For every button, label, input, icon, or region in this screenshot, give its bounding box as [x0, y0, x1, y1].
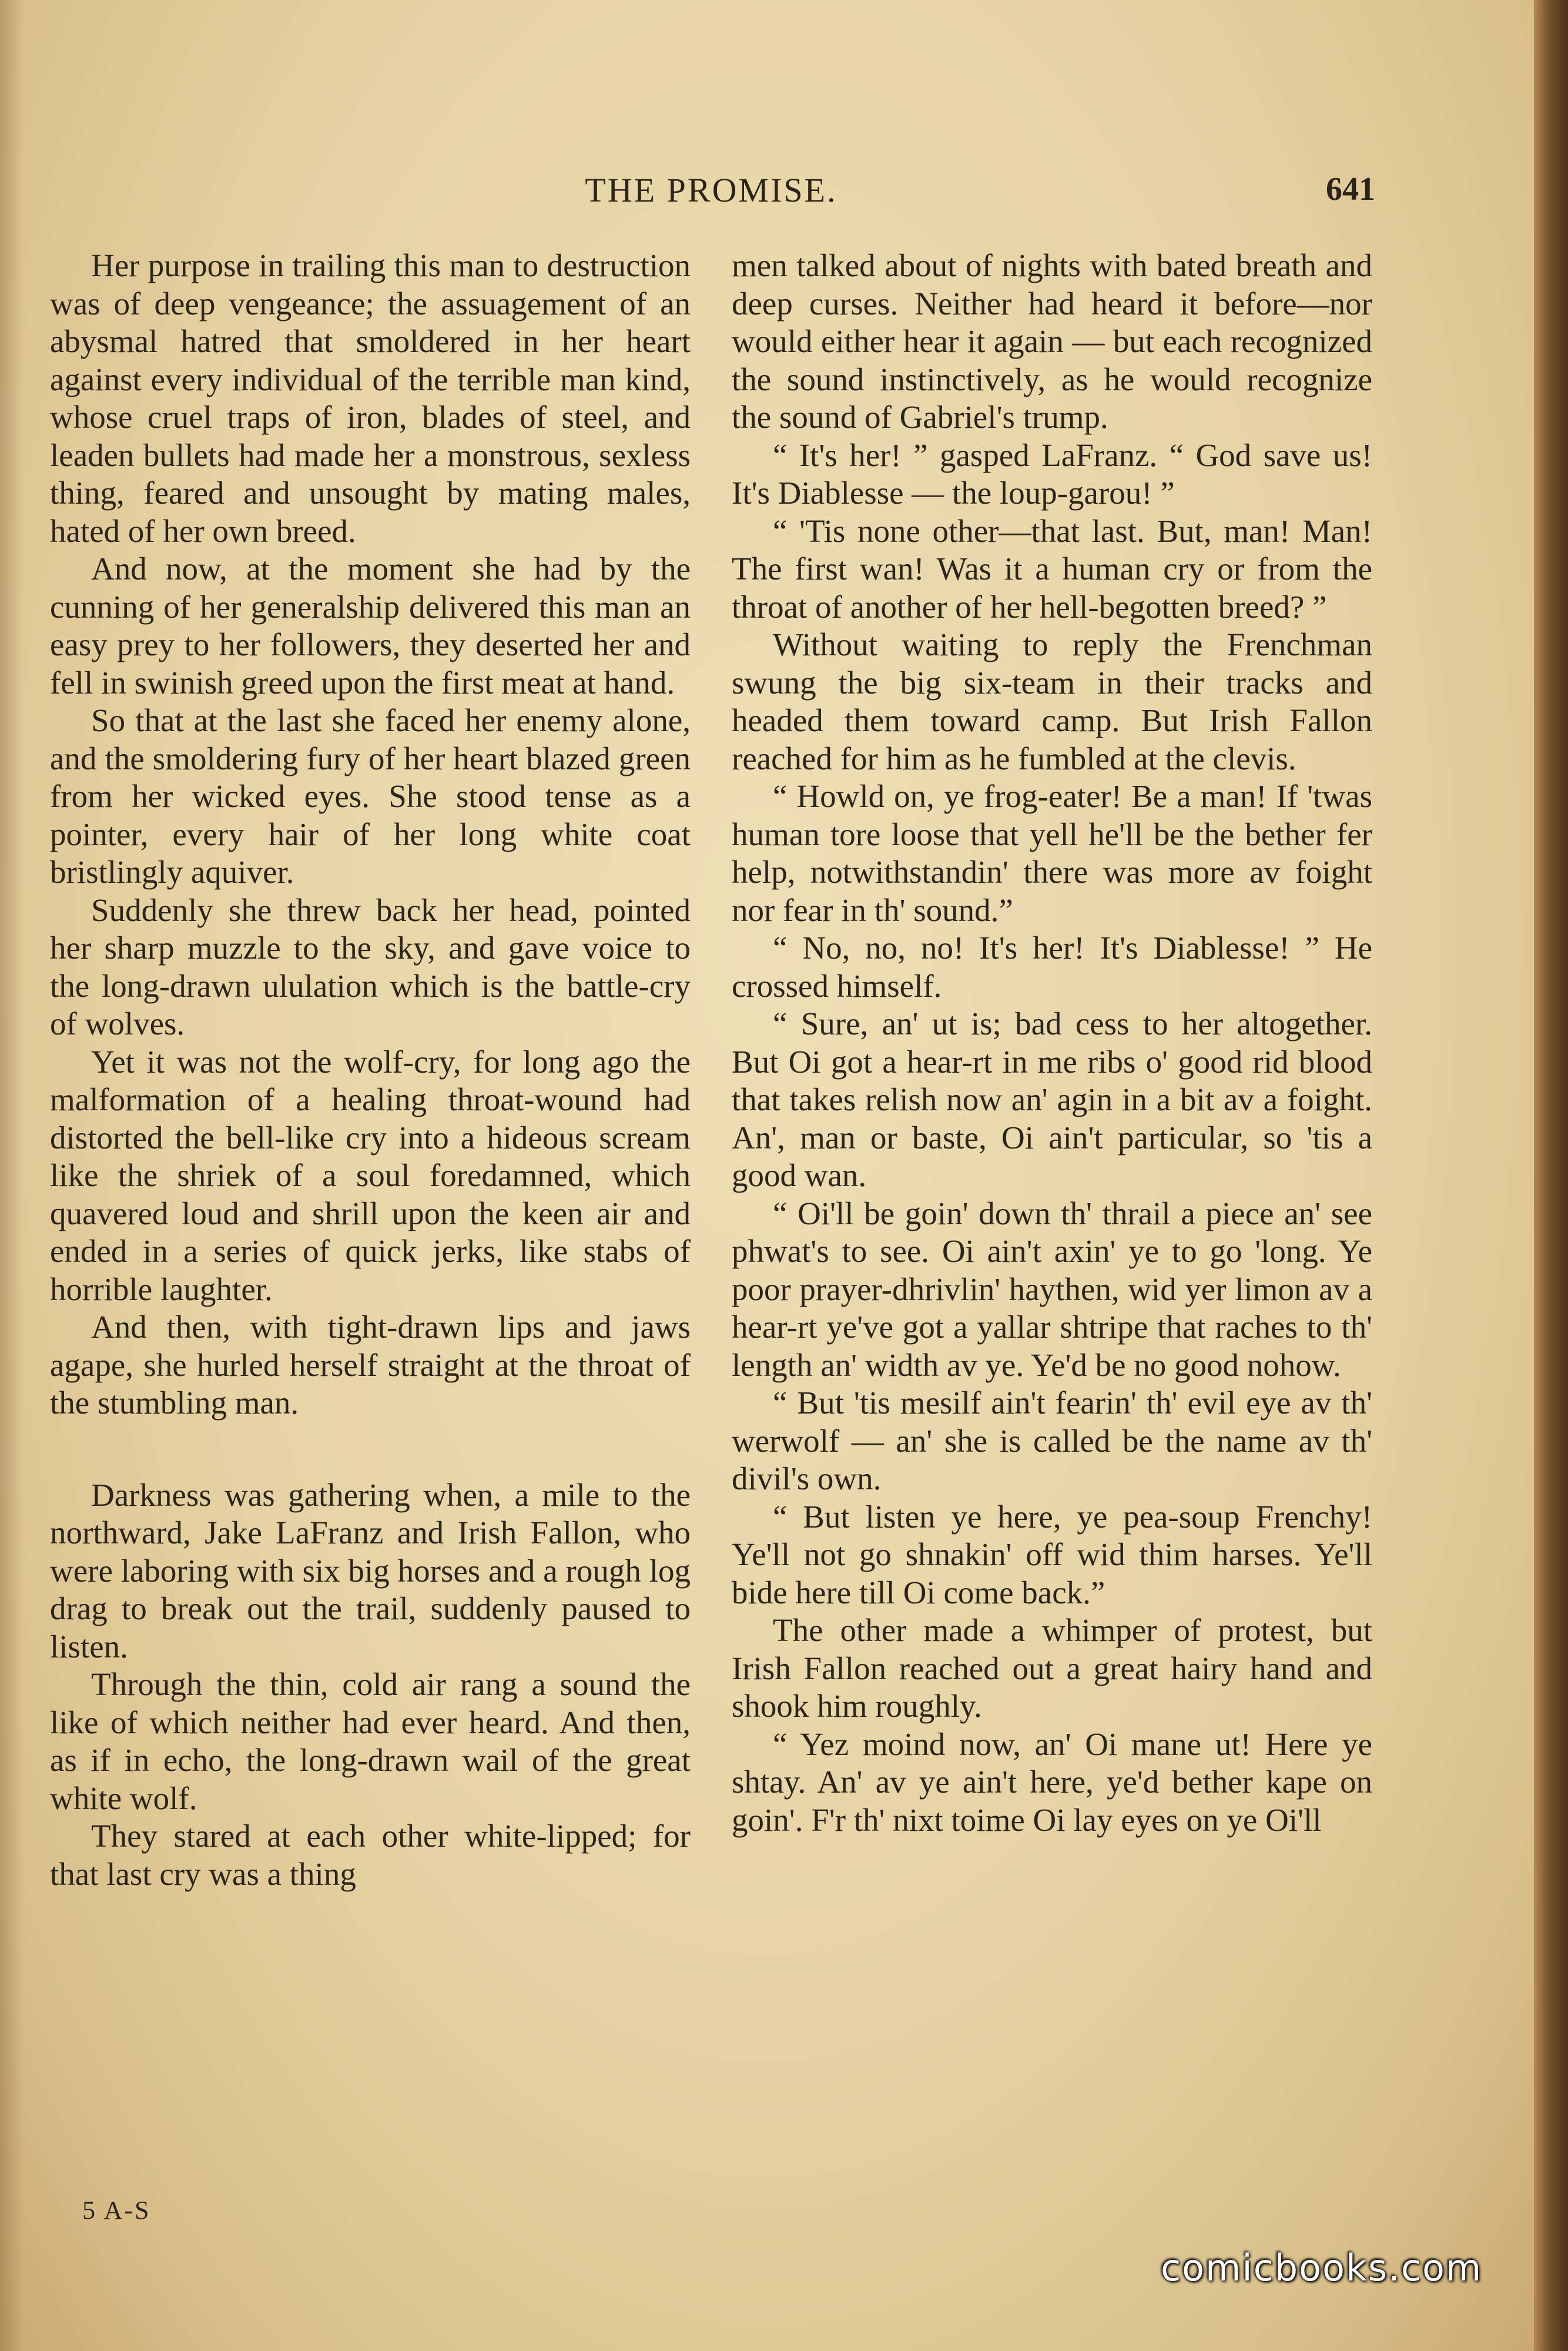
paragraph: “ But 'tis mesilf ain't fearin' th' evil eye av th' werwolf — an' she is called be the name av th' divil's own.: [732, 1385, 1372, 1496]
paragraph: “ It's her! ” gasped LaFranz. “ God save us! It's Diablesse — the loup-garou! ”: [732, 437, 1372, 511]
paragraph: “ Oi'll be goin' down th' thrail a piece an' see phwat's to see. Oi ain't axin' ye to go 'long. Ye poor prayer-dhrivlin' haythen, wid yer limon av a hear-rt ye've got a yallar shtripe that raches to th' length an' width av ye. Ye'd be no good nohow.: [732, 1195, 1372, 1383]
paragraph: Suddenly she threw back her head, pointed her sharp muzzle to the sky, and gave voice to the long-drawn ululation which is the battle-cry of wolves.: [50, 892, 691, 1041]
paragraph: And now, at the moment she had by the cunning of her generalship delivered this man an easy prey to her followers, they deserted her and fell in swinish greed upon the first meat at hand.: [50, 551, 691, 701]
page-edge-shadow: [0, 0, 24, 2351]
paragraph: “ But listen ye here, ye pea-soup Frenchy! Ye'll not go shnakin' off wid thim harses. Ye'll bide here till Oi come back.”: [732, 1498, 1372, 1610]
paragraph: So that at the last she faced her enemy alone, and the smoldering fury of her heart blazed green from her wicked eyes. She stood tense as a pointer, every hair of her long white coat bristlingly aquiver.: [50, 702, 691, 890]
paragraph: Darkness was gathering when, a mile to the northward, Jake LaFranz and Irish Fallon, who were laboring with six big horses and a rough log drag to break out the trail, suddenly paused to listen.: [50, 1476, 691, 1665]
paragraph: Her purpose in trailing this man to destruction was of deep vengeance; the assuagement of an abysmal hatred that smoldered in her heart against every individual of the terrible man kind, whose cruel traps of iron, blades of steel, and leaden bullets had made her a monstrous, sexless thing, feared and unsought by mating males, hated of her own breed.: [50, 247, 691, 549]
running-title: THE PROMISE.: [585, 171, 837, 209]
paragraph: “ Howld on, ye frog-eater! Be a man! If 'twas human tore loose that yell he'll be the bether fer help, notwithstandin' there was more av foight nor fear in th' sound.”: [732, 778, 1372, 928]
watermark: comicbooks.com: [1161, 2246, 1483, 2289]
paragraph: They stared at each other white-lipped; for that last cry was a thing: [50, 1818, 691, 1892]
paragraph: Without waiting to reply the Frenchman swung the big six-team in their tracks and headed them toward camp. But Irish Fallon reached for him as he fumbled at the clevis.: [732, 627, 1372, 776]
paragraph: “ 'Tis none other—that last. But, man! Man! The first wan! Was it a human cry or from the throat of another of her hell-begotten breed? ”: [732, 513, 1372, 625]
book-spine: [1534, 0, 1568, 2351]
page-number: 641: [1326, 171, 1375, 207]
section-break: [50, 1422, 691, 1476]
paragraph: And then, with tight-drawn lips and jaws agape, she hurled herself straight at the throat of the stumbling man.: [50, 1309, 691, 1421]
paragraph-continued: men talked about of nights with bated breath and deep curses. Neither had heard it before—nor would either hear it again — but each recognized the sound instinctively, as he would recognize the sound of Gabriel's trump.: [732, 247, 1372, 435]
right-column: [732, 247, 1372, 2233]
paragraph: “ Yez moind now, an' Oi mane ut! Here ye shtay. An' av ye ain't here, ye'd bether kape on goin'. F'r th' nixt toime Oi lay eyes on ye Oi'll: [732, 1726, 1372, 1838]
paragraph: Yet it was not the wolf-cry, for long ago the malformation of a healing throat-wound had distorted the bell-like cry into a hideous scream like the shriek of a soul foredamned, which quavered loud and shrill upon the keen air and ended in a series of quick jerks, like stabs of horrible laughter.: [50, 1043, 691, 1307]
left-column: [50, 247, 691, 2233]
paragraph: Through the thin, cold air rang a sound the like of which neither had ever heard. And then, as if in echo, the long-drawn wail of the great white wolf.: [50, 1666, 691, 1816]
page-header: [47, 170, 1375, 217]
paragraph: “ No, no, no! It's her! It's Diablesse! ” He crossed himself.: [732, 930, 1372, 1004]
signature-mark: 5 A-S: [82, 2196, 151, 2225]
paragraph: The other made a whimper of protest, but Irish Fallon reached out a great hairy hand and shook him roughly.: [732, 1612, 1372, 1724]
paragraph: “ Sure, an' ut is; bad cess to her altogether. But Oi got a hear-rt in me ribs o' good rid blood that takes relish now an' agin in a bit av a foight. An', man or baste, Oi ain't particular, so 'tis a good wan.: [732, 1006, 1372, 1193]
